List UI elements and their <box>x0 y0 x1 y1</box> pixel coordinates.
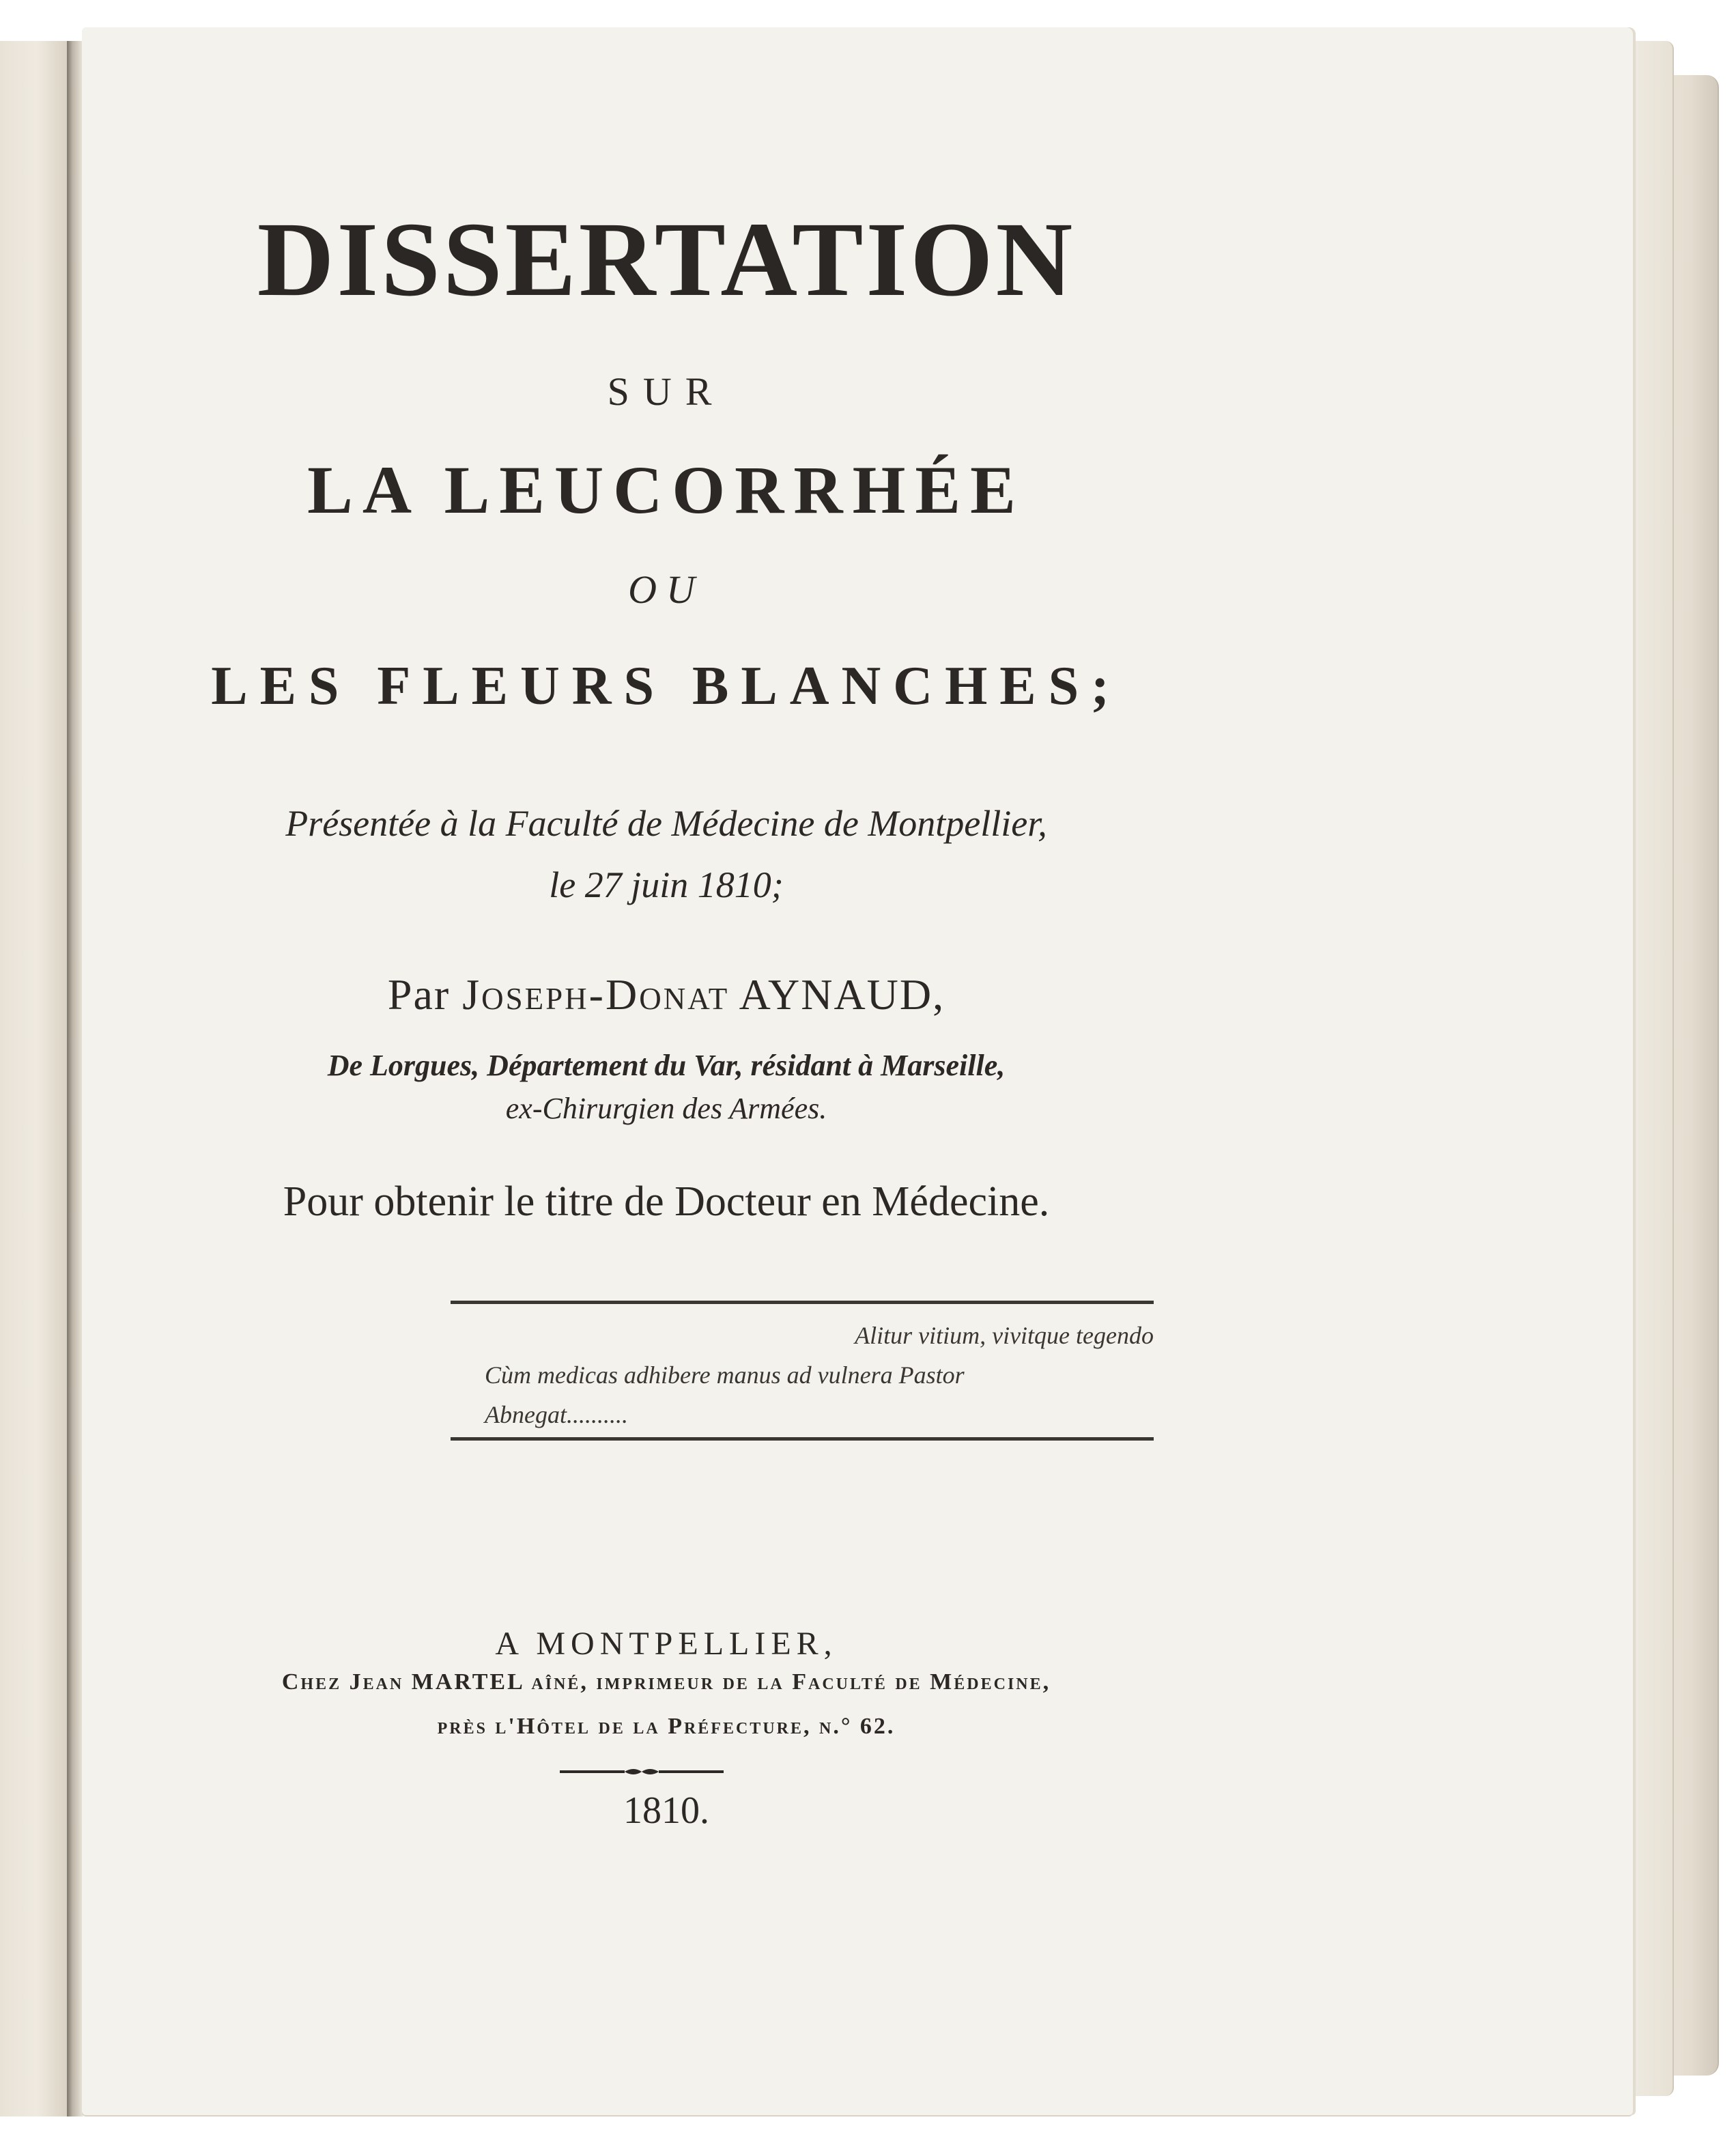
epigraph-line1: Alitur vitium, vivitque tegendo <box>855 1322 1154 1349</box>
imprint-printer: Chez Jean MARTEL aîné, imprimeur de la Faculté de Médecine, <box>281 1669 1051 1695</box>
epigraph <box>451 1301 1154 1444</box>
imprint-year: 1810. <box>623 1789 709 1832</box>
author-prefix: Par <box>387 970 451 1019</box>
title-line-sur: SUR <box>607 369 726 414</box>
title-line-ou: OU <box>628 567 705 612</box>
author-line <box>0 969 1442 1020</box>
title-line-leucorrhee: LA LEUCORRHÉE <box>307 452 1025 528</box>
epigraph-rule-top <box>451 1301 1154 1304</box>
title-line-fleurs-blanches: LES FLEURS BLANCHES; <box>211 656 1122 716</box>
presentation-date: le 27 juin 1810; <box>549 864 784 905</box>
author-origin-line2: ex-Chirurgien des Armées. <box>505 1092 827 1125</box>
degree-line: Pour obtenir le titre de Docteur en Médecine. <box>283 1178 1050 1225</box>
epigraph-rule-bottom <box>451 1437 1154 1441</box>
author-name: Joseph-Donat <box>462 970 730 1019</box>
epigraph-line2: Cùm medicas adhibere manus ad vulnera Pastor <box>485 1361 965 1389</box>
ornament-divider <box>560 1765 724 1779</box>
author-suffix: , <box>933 970 945 1019</box>
imprint-place: A MONTPELLIER, <box>495 1626 838 1662</box>
author-origin-line1: De Lorgues, Département du Var, résidant à Marseille, <box>327 1049 1006 1082</box>
epigraph-line3: Abnegat.......... <box>485 1401 628 1428</box>
imprint-address: près l'Hôtel de la Préfecture, n.° 62. <box>437 1714 896 1739</box>
title-page <box>82 27 1633 2115</box>
presentation-line: Présentée à la Faculté de Médecine de Montpellier, <box>285 803 1047 844</box>
author-surname: AYNAUD <box>739 970 933 1019</box>
title-line-dissertation: DISSERTATION <box>257 200 1076 318</box>
